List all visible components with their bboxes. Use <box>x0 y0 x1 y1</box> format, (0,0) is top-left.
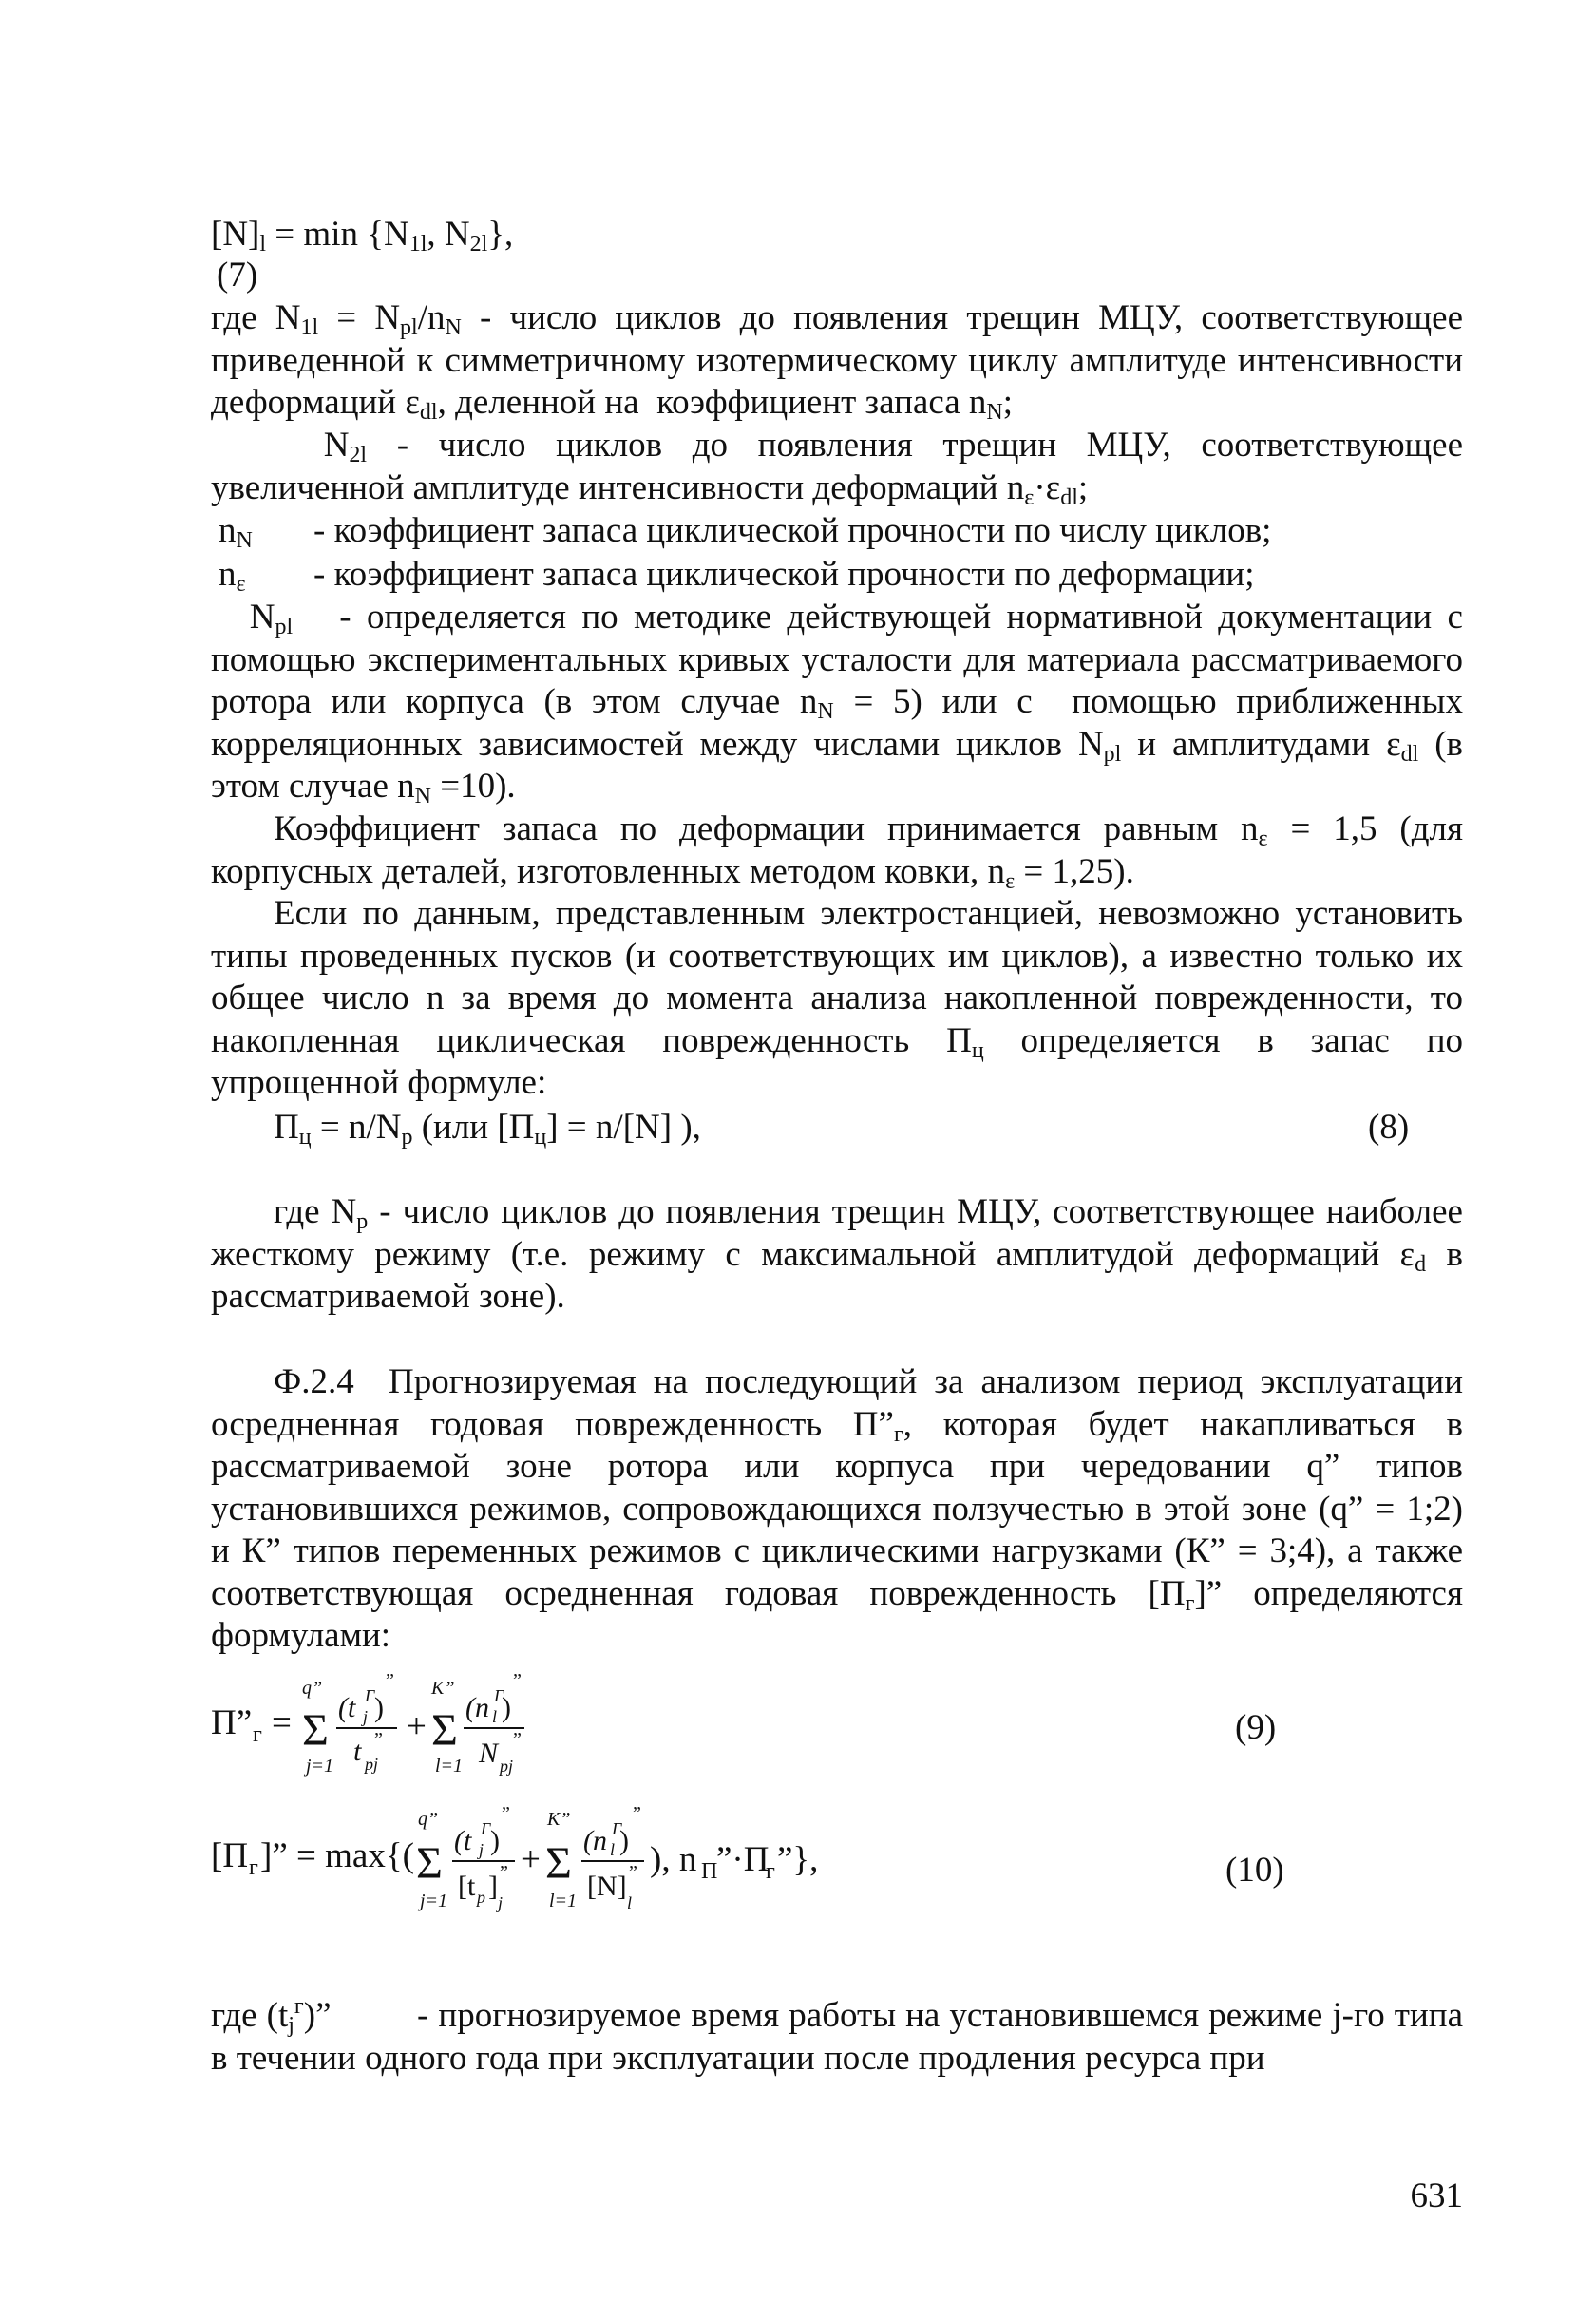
svg-text:(n: (n <box>583 1825 607 1856</box>
coefficient-paragraph: Коэффициент запаса по деформации принимается равным $n_\varepsilon = 1,5$ (для корпусных деталей, изготовленных методом ковки, $n_\varepsilon = 1,25$). <box>211 809 1464 894</box>
def-ne-text: - коэффициент запаса циклической прочности по деформации; <box>314 555 1255 594</box>
svg-text:Σ: Σ <box>416 1838 443 1889</box>
svg-text:(t: (t <box>454 1825 472 1856</box>
svg-text:j=1: j=1 <box>420 1891 448 1911</box>
svg-text:Σ: Σ <box>431 1705 458 1756</box>
svg-text:]” = max{(: ]” = max{( <box>260 1836 414 1875</box>
svg-text:pj: pj <box>365 1755 379 1774</box>
svg-text:Σ: Σ <box>545 1838 572 1889</box>
svg-text:Г: Г <box>481 1819 491 1838</box>
svg-text:j: j <box>498 1893 504 1912</box>
def-npl-paragraph: $N_{pl}$ - определяется по методике действующей нормативной документации с помощью экспериментальных кривых усталости для материала рассматриваемого ротора или корпуса (в этом случае $n_N = 5$) или с помощью приближенных корреляционных зависимостей между числами циклов $N_{pl}$ и амплитудами $\varepsilon_{dl}$ (в этом случае $n_N =10$). <box>211 598 1464 808</box>
svg-text:г: г <box>249 1855 258 1880</box>
svg-text:]: ] <box>488 1871 498 1902</box>
svg-text:[N]: [N] <box>587 1871 627 1902</box>
svg-text:): ) <box>619 1825 629 1856</box>
svg-text:l=1: l=1 <box>435 1756 464 1777</box>
svg-text:[П: [П <box>211 1836 249 1875</box>
svg-text:l: l <box>610 1840 616 1859</box>
svg-text:”: ” <box>374 1729 383 1750</box>
formula-8: $П_ц = n/N_p$ (или $[П_ц] = n/[N]$ ), <box>274 1108 701 1150</box>
svg-text:j: j <box>479 1840 484 1859</box>
svg-text:l: l <box>627 1893 633 1912</box>
svg-text:”: ” <box>513 1729 522 1750</box>
formula-9-graphic <box>211 1667 876 1781</box>
svg-text:[t: [t <box>458 1871 476 1902</box>
svg-text:t: t <box>353 1736 362 1767</box>
svg-text:l: l <box>492 1707 498 1726</box>
svg-text:=: = <box>272 1703 292 1742</box>
svg-text:”: ” <box>386 1670 394 1691</box>
formula-8-number: (8) <box>1368 1108 1410 1147</box>
svg-text:q”: q” <box>302 1678 323 1699</box>
svg-text:(t: (t <box>338 1692 356 1723</box>
if-paragraph: Если по данным, представленным электростанцией, невозможно установить типы проведенных пусков (и соответствующих им циклов), а известно только их общее число n за время до момента анализа накопленной поврежденности, то накопленная циклическая поврежденность $П_ц$ определяется в запас по упрощенной формуле: <box>211 894 1464 1102</box>
svg-text:N: N <box>479 1738 499 1769</box>
svg-text:Г: Г <box>494 1686 504 1705</box>
svg-text:(n: (n <box>466 1692 489 1723</box>
svg-text:г: г <box>766 1859 775 1884</box>
page-number: 631 <box>1410 2176 1463 2215</box>
def-nN-text: - коэффициент запаса циклической прочности по числу циклов; <box>314 511 1272 550</box>
formula-7: $[N]_l = \min \{N_{1l}$, $N_{2l}$}, <box>211 215 514 257</box>
svg-text:”: ” <box>502 1803 510 1824</box>
svg-text:г: г <box>253 1722 262 1747</box>
formula-10-graphic <box>211 1791 933 1924</box>
svg-text:”·П: ”·П <box>716 1840 770 1879</box>
def-ne-symbol: $n_\varepsilon$ <box>218 555 246 597</box>
svg-text:j=1: j=1 <box>306 1756 334 1777</box>
def-nN-symbol: $n_N$ <box>218 511 253 553</box>
formula-7-number: (7) <box>217 256 258 295</box>
svg-text:K”: K” <box>547 1809 571 1830</box>
svg-text:+: + <box>407 1707 427 1746</box>
svg-text:), n: ), n <box>650 1840 697 1879</box>
where-np-paragraph: где $N_p$ - число циклов до появления трещин МЦУ, соответствующее наиболее жесткому режиму (т.е. режиму с максимальной амплитудой деформаций $\varepsilon_d$ в рассматриваемой зоне). <box>211 1192 1463 1316</box>
svg-text:”: ” <box>633 1803 641 1824</box>
svg-text:pj: pj <box>500 1757 514 1776</box>
svg-text:”: ” <box>500 1862 508 1883</box>
svg-text:): ) <box>374 1692 384 1723</box>
formula-9-number: (9) <box>1235 1708 1277 1747</box>
svg-text:Σ: Σ <box>302 1705 329 1756</box>
section-f24-paragraph: Ф.2.4 Прогнозируемая на последующий за анализом период эксплуатации осредненная годовая поврежденность $П”_г$, которая будет накапливаться в рассматриваемой зоне ротора или корпуса при чередовании q” типов установившихся режимов, сопровождающихся ползучестью в этой зоне (q” = 1;2) и К” типов переменных режимов с циклическими нагрузками (К” = 3;4), а также соответствующая осредненная годовая поврежденность $[П_г]$” определяются формулами: <box>211 1362 1463 1655</box>
svg-text:K”: K” <box>431 1678 455 1699</box>
svg-text:+: + <box>521 1840 541 1879</box>
formula-10-number: (10) <box>1226 1851 1284 1890</box>
svg-text:Г: Г <box>612 1819 622 1838</box>
svg-text:Г: Г <box>365 1686 375 1705</box>
svg-text:): ) <box>490 1825 500 1856</box>
svg-text:”: ” <box>629 1862 637 1883</box>
svg-text:p: p <box>477 1888 485 1907</box>
svg-text:q”: q” <box>418 1809 439 1830</box>
svg-text:”},: ”}, <box>777 1840 819 1879</box>
svg-text:П”: П” <box>211 1703 253 1742</box>
where-n1-paragraph: где $N_{1l} = N_{pl}/n_N$ - число циклов до появления трещин МЦУ, соответствующее приведенной к симметричному изотермическому циклу амплитуде интенсивности деформаций $\varepsilon_{dl}$, деленной на коэффициент запаса $n_N$; <box>211 298 1463 425</box>
where-n2-paragraph: $N_{2l}$ - число циклов до появления трещин МЦУ, соответствующее увеличенной амплитуде интенсивности деформаций $n_\varepsilon\cdot\varepsilon_{dl}$; <box>211 426 1463 510</box>
svg-text:”: ” <box>513 1670 522 1691</box>
svg-text:l=1: l=1 <box>549 1891 578 1911</box>
svg-text:j: j <box>363 1707 369 1726</box>
svg-text:П: П <box>701 1859 718 1884</box>
svg-text:): ) <box>502 1692 511 1723</box>
where-t-paragraph: где $(t_j^г)$” - прогнозируемое время работы на установившемся режиме j-го типа в течении одного года при эксплуатации после продления ресурса при <box>211 1994 1464 2078</box>
